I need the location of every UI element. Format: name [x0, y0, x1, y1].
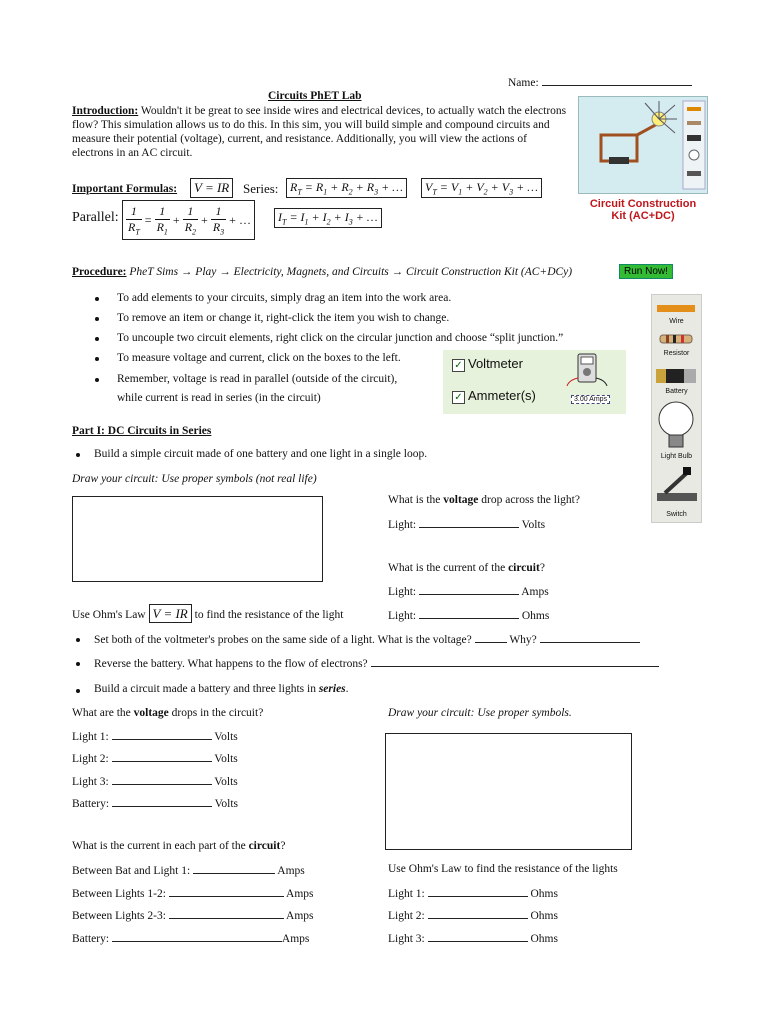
light-voltage-answer[interactable]: Light: Volts: [388, 519, 546, 531]
procedure-label: Procedure:: [72, 266, 127, 278]
ohms-lights-prompt: Use Ohm's Law to find the resistance of the lights: [388, 863, 618, 875]
light-current-answer[interactable]: Light: Amps: [388, 586, 549, 598]
between-lights-2-3-answer[interactable]: Between Lights 2-3: Amps: [72, 910, 314, 922]
voltage-drops-question: What are the voltage drops in the circuit?: [72, 707, 264, 719]
sim-caption: Circuit Construction Kit (AC+DC): [589, 198, 697, 222]
battery-label: Battery: [665, 388, 688, 395]
meter-panel: [443, 350, 626, 414]
part1-title: Part I: DC Circuits in Series: [72, 425, 212, 437]
voltmeter-checkbox[interactable]: ✓: [452, 359, 465, 372]
procedure-bullet-3: To uncouple two circuit elements, right click on the circular junction and choose “split junction.”: [117, 332, 564, 344]
draw-prompt-2: Draw your circuit: Use proper symbols.: [388, 707, 572, 719]
procedure-bullet-5: Remember, voltage is read in parallel (outside of the circuit),: [117, 373, 398, 385]
parallel-label: Parallel:: [72, 210, 119, 225]
light-bulb-icon[interactable]: [656, 399, 698, 451]
light2-voltage-answer[interactable]: Light 2: Volts: [72, 753, 238, 765]
ammeter-checkbox[interactable]: ✓: [452, 391, 465, 404]
intro-text: Wouldn't it be great to see inside wires and electrical devices, to actually watch the electrons flow? This simulation allows us to do this. In this sim, you will build simple and compound circuits and measure their potential (voltage), current, and resistance. Additionally, you will view the actions of electrons in an AC circuit.: [72, 105, 567, 159]
series-label: Series:: [243, 181, 279, 196]
page-title: Circuits PhET Lab: [268, 90, 362, 102]
voltmeter-probe-question: Set both of the voltmeter's probes on the same side of a light. What is the voltage? Why?: [94, 632, 694, 646]
three-lights-instruction: Build a circuit made a battery and three lights in series.: [94, 683, 349, 695]
procedure-bullet-2: To remove an item or change it, right-click the item you wish to change.: [117, 312, 450, 324]
name-label: Name:: [508, 77, 539, 89]
drawing-box-2[interactable]: [385, 733, 632, 850]
light1-resistance-answer[interactable]: Light 1: Ohms: [388, 888, 558, 900]
procedure-line: [72, 266, 632, 278]
part1-bullet-1: Build a simple circuit made of one battery and one light in a single loop.: [94, 448, 428, 460]
series-voltage-formula: $V_T = V_1 + V_2 + V_3$ + …: [421, 178, 542, 198]
intro-label: Introduction:: [72, 105, 139, 117]
series-resistance-formula: $R_T = R_1 + R_2 + R_3$ + …: [286, 178, 407, 198]
voltmeter-icon: [565, 352, 609, 386]
switch-icon[interactable]: [655, 465, 699, 505]
between-lights-1-2-answer[interactable]: Between Lights 1-2: Amps: [72, 888, 314, 900]
current-question: What is the current of the circuit?: [388, 562, 545, 574]
light3-voltage-answer[interactable]: Light 3: Volts: [72, 776, 238, 788]
switch-label: Switch: [666, 511, 687, 518]
procedure-bullet-5-cont: while current is read in series (in the circuit): [117, 392, 321, 404]
run-now-button[interactable]: Run Now!: [619, 264, 673, 279]
parallel-current-formula: $I_T = I_1 + I_2 + I_3$ + …: [274, 208, 382, 228]
procedure-path: PheT Sims → Play → Electricity, Magnets, and Circuits → Circuit Construction Kit (AC+DCy): [129, 266, 573, 278]
formulas-label: Important Formulas:: [72, 183, 178, 195]
name-field[interactable]: [508, 75, 692, 89]
battery-current-answer[interactable]: Battery: Amps: [72, 933, 310, 945]
wire-label: Wire: [669, 318, 684, 325]
procedure-bullet-1: To add elements to your circuits, simply drag an item into the work area.: [117, 292, 452, 304]
between-bat-light1-answer[interactable]: Between Bat and Light 1: Amps: [72, 865, 305, 877]
ammeter-label: Ammeter(s): [468, 388, 536, 403]
component-toolbox: [651, 294, 702, 523]
wire-icon[interactable]: [657, 305, 695, 312]
sim-screenshot-image: [578, 96, 708, 194]
light1-voltage-answer[interactable]: Light 1: Volts: [72, 731, 238, 743]
drawing-box-1[interactable]: [72, 496, 323, 582]
voltage-question: What is the voltage drop across the light?: [388, 494, 580, 506]
circuit-sim-thumbnail-icon: [579, 97, 707, 193]
voltmeter-label: Voltmeter: [468, 356, 523, 371]
light2-resistance-answer[interactable]: Light 2: Ohms: [388, 910, 558, 922]
light-bulb-label: Light Bulb: [660, 453, 693, 460]
parallel-resistance-formula: $\frac{1}{R_T}$ = $\frac{1}{R_1}$ + $\frac{1}{R_2}$ + $\frac{1}{R_3}$ + …: [122, 200, 255, 240]
reverse-battery-question: Reverse the battery. What happens to the flow of electrons?: [94, 656, 694, 670]
current-each-question: What is the current in each part of the circuit?: [72, 840, 286, 852]
ammeter-readout: 3.00 Amps: [571, 395, 610, 404]
resistor-icon[interactable]: [656, 333, 696, 345]
light3-resistance-answer[interactable]: Light 3: Ohms: [388, 933, 558, 945]
ohms-law-formula: V = IR: [190, 178, 233, 198]
introduction-paragraph: [72, 104, 567, 160]
draw-prompt-1: Draw your circuit: Use proper symbols (not real life): [72, 473, 317, 485]
resistor-label: Resistor: [663, 350, 690, 357]
light-resistance-answer[interactable]: Light: Ohms: [388, 610, 550, 622]
procedure-bullet-4: To measure voltage and current, click on the boxes to the left.: [117, 352, 401, 364]
ohms-law-prompt: Use Ohm's Law V = IR to find the resistance of the light: [72, 606, 344, 621]
battery-icon[interactable]: [654, 366, 698, 386]
battery-voltage-answer[interactable]: Battery: Volts: [72, 798, 239, 810]
